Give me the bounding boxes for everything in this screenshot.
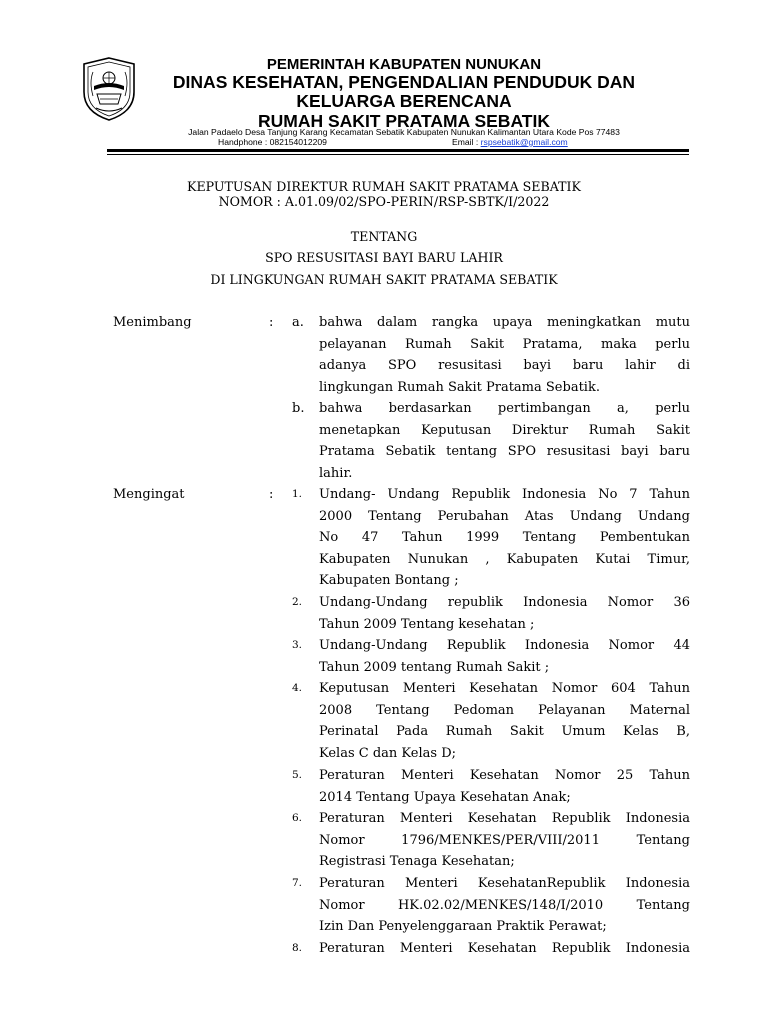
item-marker: b. <box>292 401 305 416</box>
item-number: 6. <box>292 812 303 824</box>
item-line: Peraturan Menteri Kesehatan Nomor 25 Tahun <box>319 768 690 783</box>
item-line: Undang-Undang Republik Indonesia Nomor 44 <box>319 638 690 653</box>
item-line: Tahun 2009 Tentang kesehatan ; <box>319 616 535 632</box>
item-number: 8. <box>292 942 303 954</box>
letterhead <box>140 56 668 131</box>
letterhead-divider-thick <box>107 149 689 152</box>
kabupaten-emblem-icon <box>80 56 138 122</box>
item-number: 5. <box>292 769 303 781</box>
item-line: pelayanan Rumah Sakit Pratama, maka perlu <box>319 336 690 352</box>
letterhead-phone: Handphone : 082154012209 <box>218 137 327 147</box>
item-line: Kelas C dan Kelas D; <box>319 745 456 761</box>
item-line: lingkungan Rumah Sakit Pratama Sebatik. <box>319 379 600 395</box>
item-line: 2014 Tentang Upaya Kesehatan Anak; <box>319 789 571 805</box>
item-line: lahir. <box>319 465 353 481</box>
item-line: menetapkan Keputusan Direktur Rumah Sakit <box>319 422 690 438</box>
item-marker: a. <box>292 315 304 330</box>
item-line: Kabupaten Nunukan , Kabupaten Kutai Timur, <box>319 551 690 567</box>
menimbang-colon: : <box>269 315 274 330</box>
item-line: 2000 Tentang Perubahan Atas Undang Undang <box>319 508 690 524</box>
item-line: adanya SPO resusitasi bayi baru lahir di <box>319 358 690 374</box>
item-line: No 47 Tahun 1999 Tentang Pembentukan <box>319 530 690 546</box>
item-line: Perinatal Pada Rumah Sakit Umum Kelas B, <box>319 724 690 740</box>
item-number: 4. <box>292 682 303 694</box>
item-number: 3. <box>292 639 303 651</box>
item-number: 7. <box>292 877 303 889</box>
item-line: 2008 Tentang Pedoman Pelayanan Maternal <box>319 702 690 718</box>
letterhead-department-cont: KELUARGA BERENCANA <box>296 91 512 111</box>
item-line: bahwa berdasarkan pertimbangan a, perlu <box>319 401 690 416</box>
menimbang-label: Menimbang <box>113 315 192 330</box>
mengingat-colon: : <box>269 487 274 502</box>
letterhead-government: PEMERINTAH KABUPATEN NUNUKAN <box>266 56 542 73</box>
item-number: 2. <box>292 596 303 608</box>
item-line: Keputusan Menteri Kesehatan Nomor 604 Tahun <box>319 681 690 696</box>
item-line: Kabupaten Bontang ; <box>319 573 459 589</box>
letterhead-hospital: RUMAH SAKIT PRATAMA SEBATIK <box>258 111 550 131</box>
decree-number: NOMOR : A.01.09/02/SPO-PERIN/RSP-SBTK/I/2022 <box>218 194 550 209</box>
item-line: Peraturan Menteri Kesehatan Republik Indonesia <box>319 941 690 956</box>
tentang-heading: TENTANG <box>350 229 418 244</box>
item-line: Nomor HK.02.02/MENKES/148/I/2010 Tentang <box>319 897 690 913</box>
item-line: Tahun 2009 tentang Rumah Sakit ; <box>319 659 550 675</box>
subject-line-2: DI LINGKUNGAN RUMAH SAKIT PRATAMA SEBATIK <box>210 272 558 287</box>
email-link[interactable]: rspsebatik@gmail.com <box>480 137 568 147</box>
item-line: Peraturan Menteri KesehatanRepublik Indonesia <box>319 876 690 891</box>
item-line: Nomor 1796/MENKES/PER/VIII/2011 Tentang <box>319 832 690 848</box>
mengingat-label: Mengingat <box>113 487 185 502</box>
item-line: bahwa dalam rangka upaya meningkatkan mutu <box>319 315 690 330</box>
item-line: Peraturan Menteri Kesehatan Republik Indonesia <box>319 811 690 826</box>
subject-line-1: SPO RESUSITASI BAYI BARU LAHIR <box>265 250 503 265</box>
decree-title: KEPUTUSAN DIREKTUR RUMAH SAKIT PRATAMA SEBATIK <box>187 179 581 194</box>
letterhead-address: Jalan Padaelo Desa Tanjung Karang Kecamatan Sebatik Kabupaten Nunukan Kalimantan Utara Kode Pos 77483 <box>188 127 620 137</box>
letterhead-divider-thin <box>107 154 689 155</box>
item-line: Registrasi Tenaga Kesehatan; <box>319 854 515 870</box>
item-number: 1. <box>292 488 303 500</box>
item-line: Undang- Undang Republik Indonesia No 7 Tahun <box>319 487 690 502</box>
item-line: Undang-Undang republik Indonesia Nomor 36 <box>319 595 690 610</box>
letterhead-email-row <box>452 137 568 147</box>
email-label: Email : <box>452 137 481 147</box>
item-line: Pratama Sebatik tentang SPO resusitasi bayi baru <box>319 444 690 460</box>
letterhead-department: DINAS KESEHATAN, PENGENDALIAN PENDUDUK DAN <box>172 72 636 92</box>
item-line: Izin Dan Penyelenggaraan Praktik Perawat; <box>319 919 607 935</box>
